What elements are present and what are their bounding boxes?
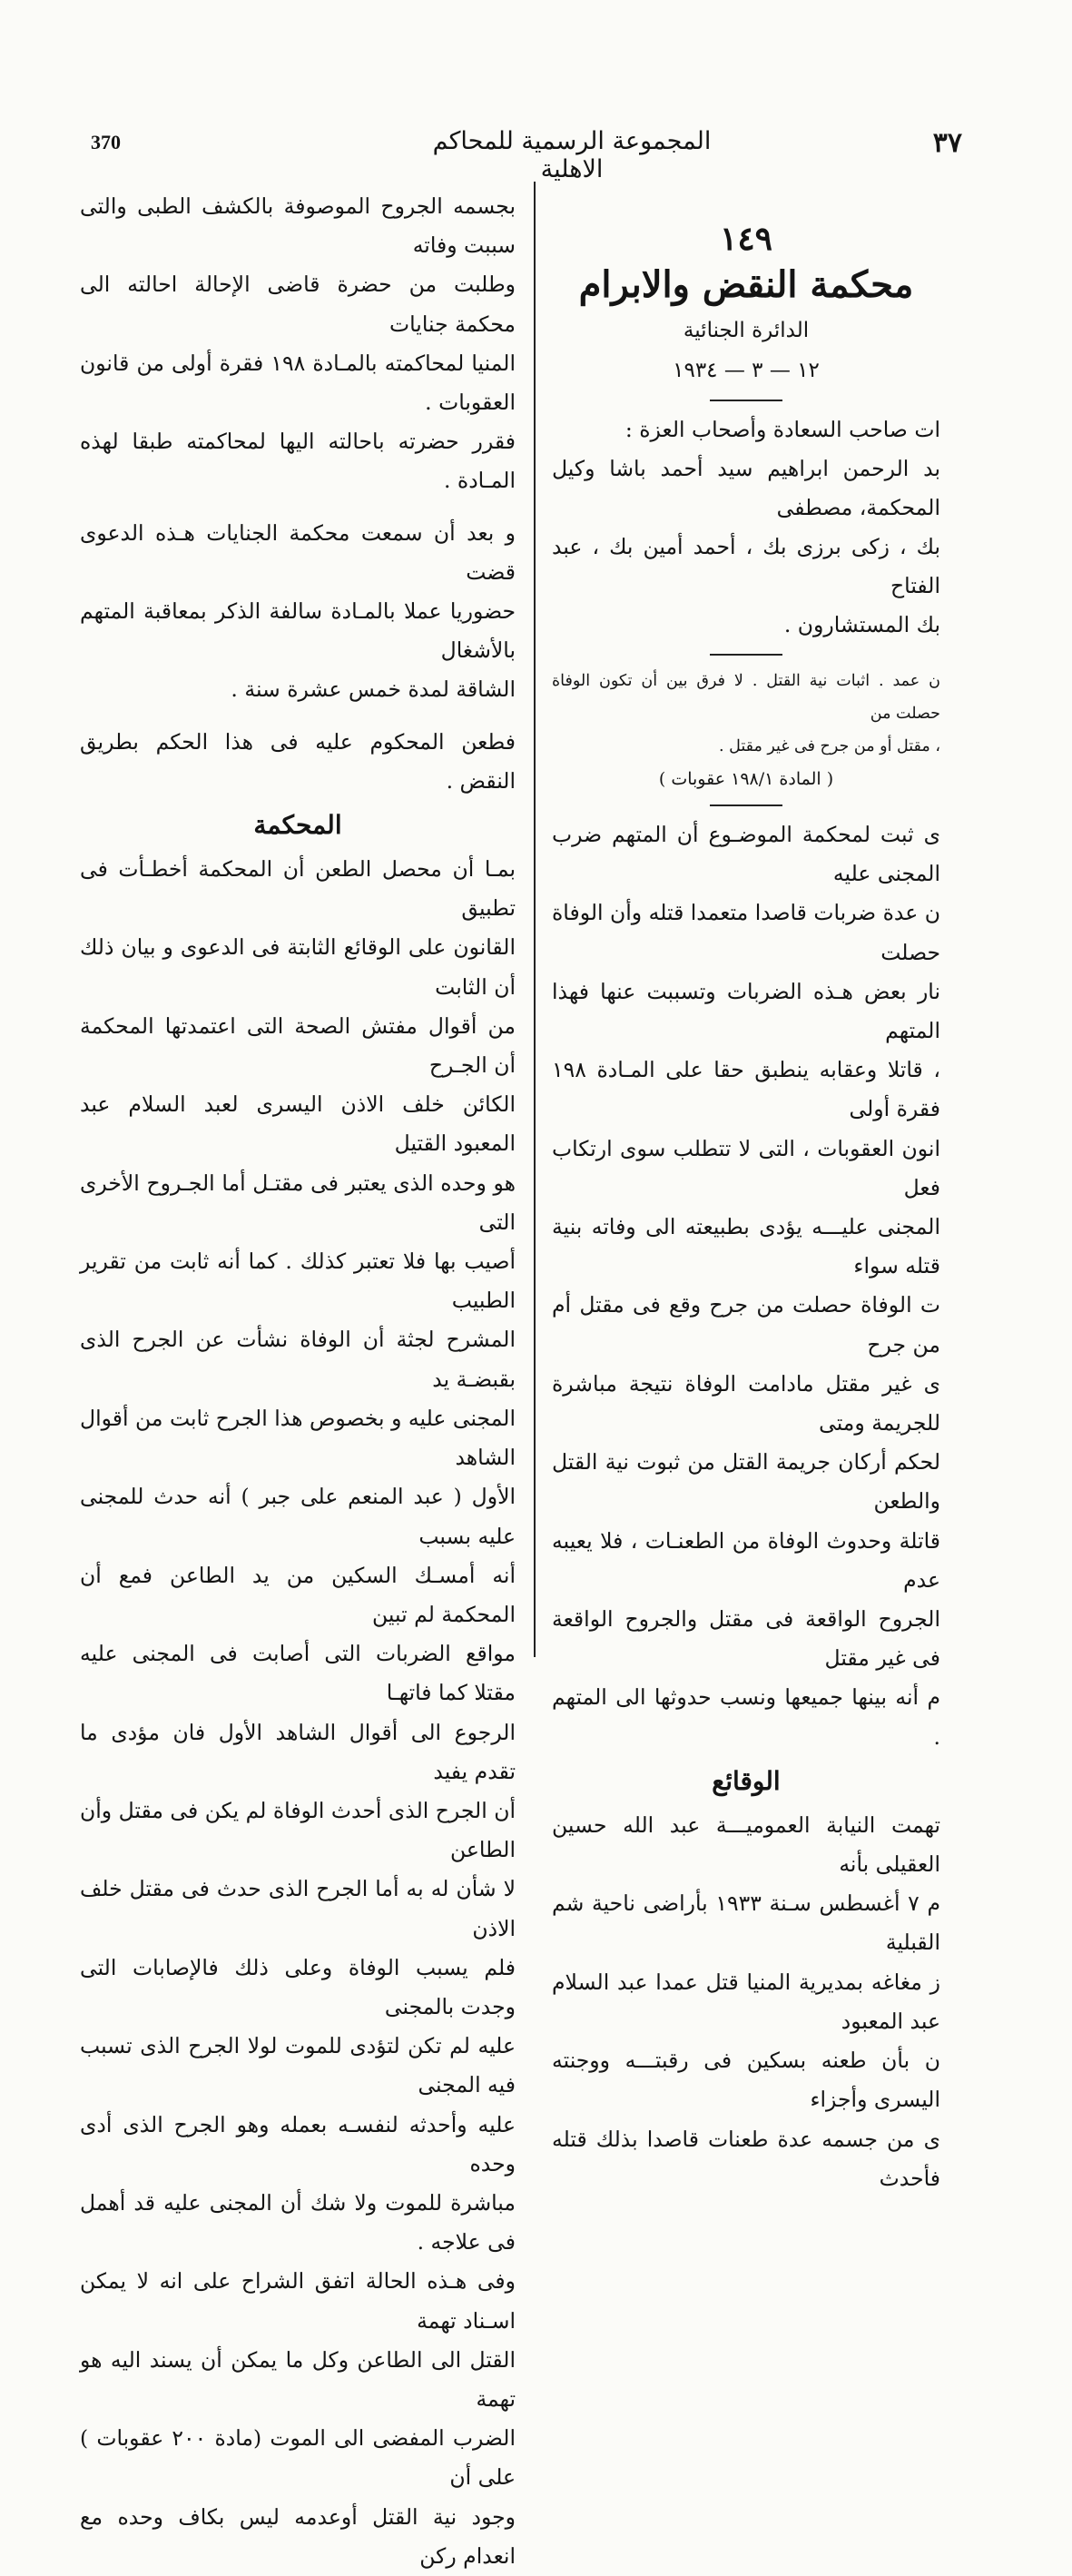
ruling-date: ١٢ — ٣ — ١٩٣٤ <box>673 359 820 382</box>
summary-line: ن عمد . اثبات نية القتل . لا فرق بين أن تكون الوفاة حصلت من <box>552 672 940 723</box>
text-line: و بعد أن سمعت محكمة الجنايات هـذه الدعوى قضت <box>80 519 516 585</box>
paragraph-verdict <box>80 514 516 710</box>
principle-line: لحكم أركان جريمة القتل من ثبوت نية القتل والطعن <box>552 1449 940 1515</box>
judges-list <box>552 410 940 645</box>
text-line: الضرب المفضى الى الموت (مادة ٢٠٠ عقوبات ) على أن <box>80 2425 516 2491</box>
facts-line: ز مغاغه بمديرية المنيا قتل عمدا عبد السلام عبد المعبود <box>552 1969 940 2034</box>
text-line: وفى هـذه الحالة اتفق الشراح على انه لا يمكن اسـناد تهمة <box>80 2268 516 2334</box>
text-line: بجسمه الجروح الموصوفة بالكشف الطبى والتى سببت وفاته <box>80 193 516 259</box>
text-line: القتل الى الطاعن وكل ما يمكن أن يسند اليه هو تهمة <box>80 2346 516 2412</box>
section-rule <box>710 804 782 806</box>
text-line: من أقوال مفتش الصحة التى اعتمدتها المحكمة أن الجـرح <box>80 1012 516 1079</box>
left-column <box>80 187 516 2576</box>
facts-line: تهمت النيابة العموميـــة عبد الله حسين العقيلى بأنه <box>552 1811 940 1878</box>
judges-line: بد الرحمن ابراهيم سيد أحمد باشا وكيل المحكمة، مصطفى <box>552 456 940 520</box>
text-line: وجود نية القتل أوعدمه ليس بكاف وحده مع انعدام ركن <box>80 2503 516 2569</box>
principle-line: ن عدة ضربات قاصدا متعمدا قتله وأن الوفاة حصلت <box>551 900 940 965</box>
principle-line: ى غير مقتل مادامت الوفاة نتيجة مباشرة للجريمة ومتى <box>552 1370 940 1436</box>
text-line: بمـا أن محصل الطعن أن المحكمة أخطـأت فى تطبيق <box>80 856 516 922</box>
text-line: حضوريا عملا بالمـادة سالفة الذكر بمعاقبة المتهم بالأشغال <box>80 598 516 664</box>
headnote-summary <box>552 665 940 795</box>
summary-line: ، مقتل أو من جرح فى غير مقتل . <box>718 737 940 755</box>
paragraph-referral <box>80 187 516 501</box>
text-line: مواقع الضربات التى أصابت فى المجنى عليه مقتلا كما فاتهـا <box>80 1641 516 1706</box>
legal-principle <box>552 815 940 1757</box>
column-divider <box>534 182 536 1657</box>
principle-line: ، قاتلا وعقابه ينطبق حقا على المـادة ١٩٨ فقرة أولى <box>552 1057 940 1122</box>
text-line: هو وحده الذى يعتبر فى مقتـل أما الجـروح الأخرى التى <box>80 1170 516 1235</box>
court-heading: المحكمة <box>253 810 342 841</box>
chamber-name: الدائرة الجنائية <box>683 319 810 342</box>
text-line: الشاقة لمدة خمس عشرة سنة . <box>231 676 516 703</box>
case-number: ١٤٩ <box>719 220 772 258</box>
judges-line: بك ، زكى برزى بك ، أحمد أمين بك ، عبد الفتاح <box>552 534 940 598</box>
principle-line: ت الوفاة حصلت من جرح وقع فى مقتل أم من جرح <box>552 1292 940 1357</box>
page-number-arabic: ٣٧ <box>932 127 962 159</box>
paragraph-doctrine <box>80 2262 516 2576</box>
text-line: فلم يسبب الوفاة وعلى ذلك فالإصابات التى وجدت بالمجنى <box>80 1954 516 2019</box>
page-header <box>91 127 962 183</box>
principle-line: ى ثبت لمحكمة الموضـوع أن المتهم ضرب المجنى عليه <box>552 822 940 887</box>
summary-reference: ( المادة ١٩٨/١ عقوبات ) <box>658 769 834 789</box>
text-line: عليه لم تكن لتؤدى للموت لولا الجرح الذى تسبب فيه المجنى <box>80 2033 516 2098</box>
judges-line: بك المستشارون . <box>783 612 940 637</box>
principle-line: نار بعض هـذه الضربات وتسببت عنها فهذا المتهم <box>552 978 940 1044</box>
section-rule <box>710 654 782 656</box>
text-line: المنيا لمحاكمته بالمـادة ١٩٨ فقرة أولى من قانون العقوبات . <box>80 350 516 416</box>
facts-heading: الوقائع <box>712 1765 781 1796</box>
text-line: مباشرة للموت ولا شك أن المجنى عليه قد أهمل فى علاجه . <box>80 2189 516 2255</box>
paragraph-appeal <box>80 723 516 801</box>
text-line: المجنى عليه و بخصوص هذا الجرح ثابت من أقوال الشاهد <box>80 1405 516 1471</box>
page-number-latin: 370 <box>91 131 121 153</box>
principle-line: انون العقوبات ، التى لا تتطلب سوى ارتكاب فعل <box>552 1135 940 1200</box>
text-line: أنه أمسـك السكين من يد الطاعن فمع أن المحكمة لم تبين <box>80 1562 516 1627</box>
text-line: فقرر حضرته باحالته اليها لمحاكمته طبقا لهذه المـادة . <box>80 429 516 494</box>
facts-line: ى من جسمه عدة طعنات قاصدا بذلك قتله فأحدث <box>552 2126 940 2191</box>
text-line: الرجوع الى أقوال الشاهد الأول فان مؤدى ما تقدم يفيد <box>80 1719 516 1784</box>
principle-line: قاتلة وحدوث الوفاة من الطعنـات ، فلا يعيبه عدم <box>552 1527 940 1593</box>
text-line: أن الجرح الذى أحدث الوفاة لم يكن فى مقتل وأن الطاعن <box>79 1797 516 1863</box>
text-line: أصيب بها فلا تعتبر كذلك . كما أنه ثابت من تقرير الطبيب <box>80 1249 516 1314</box>
facts-line: م ٧ أغسطس سـنة ١٩٣٣ بأراضى ناحية شم القبلية <box>552 1890 940 1956</box>
paragraph-grounds <box>80 850 516 2262</box>
text-line: المشرح لجثة أن الوفاة نشأت عن الجرح الذى بقبضـة يد <box>80 1327 516 1392</box>
right-column <box>552 218 940 2198</box>
text-line: الكائن خلف الاذن اليسرى لعبد السلام عبد المعبود القتيل <box>80 1091 516 1157</box>
judges-line: ات صاحب السعادة وأصحاب العزة : <box>625 417 940 442</box>
text-line: عليه وأحدثه لنفسـه بعمله وهو الجرح الذى أدى وحده <box>80 2111 516 2176</box>
text-line: لا شأن له به أما الجرح الذى حدث فى مقتل خلف الاذن <box>80 1876 516 1941</box>
text-line: فطعن المحكوم عليه فى هذا الحكم بطريق النقض . <box>80 728 516 794</box>
text-line: الأول ( عبد المنعم على جبر ) أنه حدث للمجنى عليه بسبب <box>80 1484 516 1549</box>
section-rule <box>710 400 782 401</box>
principle-line: الجروح الواقعة فى مقتل والجروح الواقعة فى غير مقتل <box>552 1606 940 1672</box>
court-name: محكمة النقض والابرام <box>578 263 914 306</box>
text-line: القانون على الوقائع الثابتة فى الدعوى و بيان ذلك أن الثابت <box>80 934 516 1000</box>
principle-line: المجنى عليـــه يؤدى بطبيعته الى وفاته بنية قتله سواء <box>552 1214 940 1279</box>
running-title: المجموعة الرسمية للمحاكم الاهلية <box>432 127 712 183</box>
facts-line: ن بأن طعنه بسكين فى رقبتـــه ووجنته اليسرى وأجزاء <box>552 2048 940 2113</box>
facts-text <box>552 1806 940 2198</box>
principle-line: م أنه بينها جميعها ونسب حدوثها الى المتهم . <box>552 1684 940 1750</box>
text-line: وطلبت من حضرة قاضى الإحالة احالته الى محكمة جنايات <box>80 271 516 337</box>
